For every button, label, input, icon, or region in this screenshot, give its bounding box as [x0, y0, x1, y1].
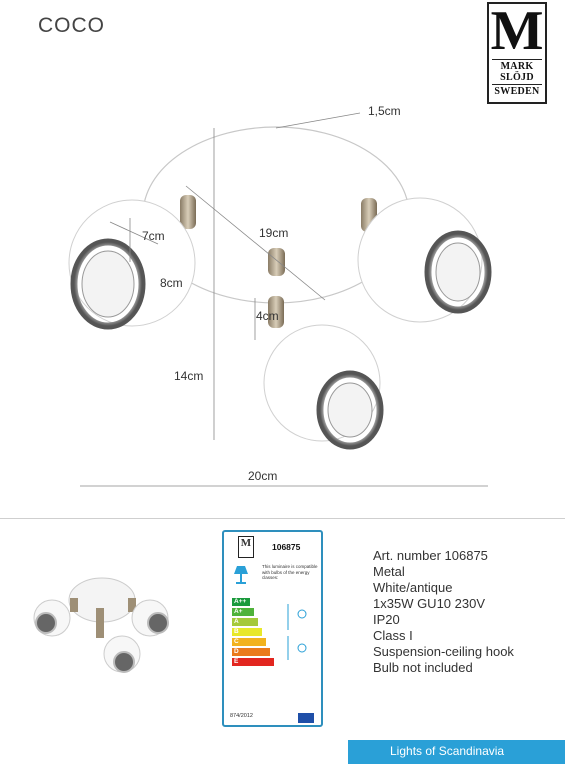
label-regulation: 874/2012: [230, 713, 253, 719]
dim-spot-height: 8cm: [160, 276, 183, 290]
dim-arm-length: 4cm: [256, 309, 279, 323]
dim-total-width: 20cm: [248, 469, 278, 483]
footer-banner: [348, 740, 565, 764]
spec-line: Art. number 106875: [373, 548, 488, 563]
dim-plate-diameter: 19cm: [259, 226, 289, 240]
product-title: COCO: [38, 14, 105, 37]
energy-class-bar: D: [232, 648, 270, 656]
dim-top-thickness: 1,5cm: [368, 104, 401, 118]
spec-line: White/antique: [373, 580, 453, 595]
energy-class-bar: A+: [232, 608, 254, 616]
energy-label: [222, 530, 323, 727]
energy-class-bar: C: [232, 638, 266, 646]
bulb-icons: [286, 602, 316, 662]
section-divider: [0, 518, 565, 519]
logo-letter: M: [490, 0, 544, 62]
energy-class-bar: B: [232, 628, 262, 636]
lamp-icon: [232, 564, 250, 586]
spec-line: 1x35W GU10 230V: [373, 596, 486, 611]
stem-center: [268, 248, 285, 276]
product-specs: [373, 548, 514, 676]
spec-line: IP20: [373, 612, 400, 627]
banner-text: Lights of Scandinavia: [390, 744, 505, 758]
logo-line-2: SLÖJD: [500, 72, 534, 83]
spec-line: Metal: [373, 564, 405, 579]
product-photo: [30, 570, 180, 690]
label-logo-letter: M: [238, 536, 254, 558]
spec-line: Class I: [373, 628, 413, 643]
label-article-number: 106875: [272, 542, 301, 552]
dim-total-height: 14cm: [174, 369, 204, 383]
dim-spot-width: 7cm: [142, 229, 165, 243]
energy-class-bar: E: [232, 658, 274, 666]
stem-left: [180, 195, 196, 229]
energy-class-bar: A++: [232, 598, 250, 606]
eu-flag-icon: [298, 713, 314, 723]
logo-line-1: MARK: [500, 61, 534, 72]
spec-line: Bulb not included: [373, 660, 473, 675]
label-compat-text: This luminaire is compatible with bulbs of the energy classes:: [262, 564, 318, 580]
logo-line-3: SWEDEN: [494, 86, 540, 97]
spec-line: Suspension-ceiling hook: [373, 644, 514, 659]
energy-class-bar: A: [232, 618, 258, 626]
